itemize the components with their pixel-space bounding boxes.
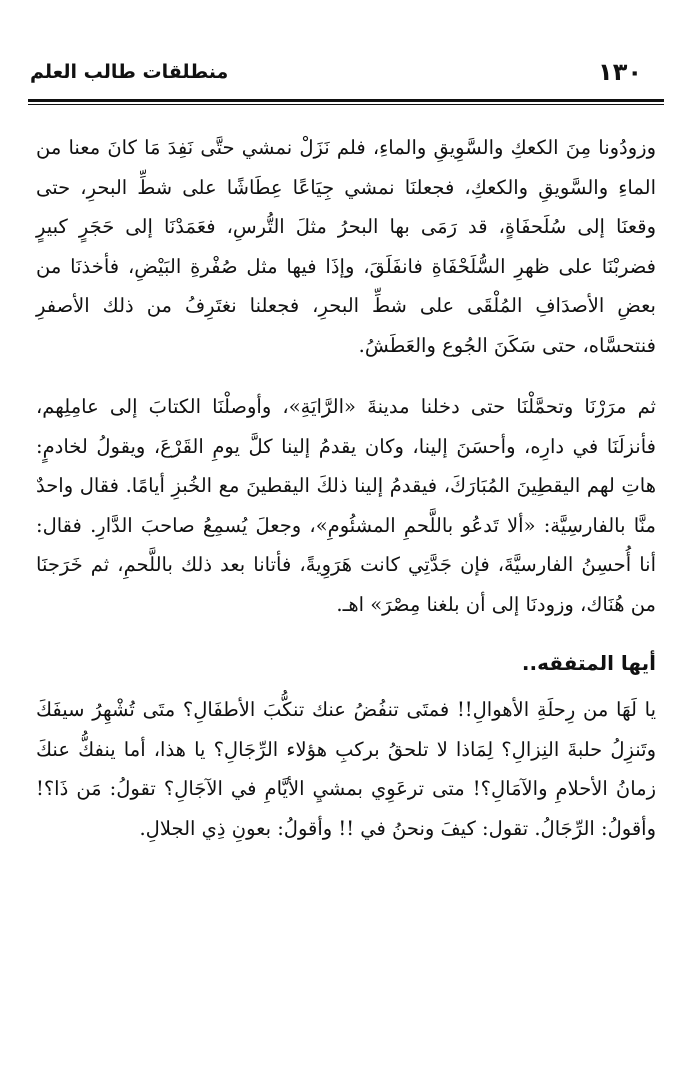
paragraph-city-arrival: ثم مرَرْنَا وتحمَّلْنَا حتى دخلنا مدينةَ «الرَّايَةِ»، وأوصلْنَا الكتابَ إلى عامِلِهم، فأنزلَنَا في دارِه، وأحسَنَ إلينا، وكان يقدمُ إلينا كلَّ يومِ القَرْعَ، ويقولُ لخادمٍ: هاتِ لهم اليقطِينَ المُبَارَكَ، فيقدمُ إلينا ذلكَ اليقطينَ مع الخُبزِ أيامًا. فقال واحدٌ منَّا بالفارسِيَّة: «ألا تَدعُو باللَّحمِ المشئُومِ»، وجعلَ يُسمِعُ صاحبَ الدَّارِ. فقال: أنا أُحسِنُ الفارسيَّةَ، فإن جَدَّتِي كانت هَرَوِيةً، فأتانا بعد ذلك باللَّحمِ، ثم خَرَجنَا من هُنَاك، وزودنَا إلى أن بلغنا مِصْرَ» اهـ. [36,395,656,616]
running-head [30,52,642,92]
section-heading: أيها المتفقه.. [521,651,656,675]
paragraph-journey-food: وزودُونا مِنَ الكعكِ والسَّوِيقِ والماءِ، فلم نَزَلْ نمشي حتَّى نَفِدَ مَا كانَ معنا من الماءِ والسَّويقِ والكعكِ، فجعلنَا نمشي جِيَاعًا عِطَاشًا على شطِّ البحرِ، حتى وقعنَا إلى سُلَحفَاةٍ، قد رَمَى بها البحرُ مثلَ التُّرسِ، فعَمَدْنَا إلى حَجَرٍ كبيرٍ فضربْنَا على ظهرِ السُّلَحْفَاةِ فانفَلَقَ، وإذَا فيها مثل صُفْرةِ البَيْضِ، فأخذنَا من بعضِ الأصدَافِ المُلْقَى على شطِّ البحرِ، فجعلنا نغتَرِفُ من ذلك الأصفرِ فنتحسَّاه، حتى سَكَنَ الجُوع والعَطَشُ. [36,136,656,357]
paragraph-exhortation: يا لَهَا من رِحلَةِ الأهوالِ!! فمتَى تنفُضُ عنك تنكُّبَ الأطفَالِ؟ متَى تُشْهِرُ سيفَكَ وتَنزِلُ حلبةَ النِزالِ؟ لِمَاذا لا تلحقُ بركبِ هؤلاء الرِّجَالِ؟ يا هذا، أما ينفكُّ عنكَ زمانُ الأحلامِ والآمَالِ؟! متى ترعَوِي بمشيِ الأيَّامِ في الآجَالِ؟ تقولُ: مَن ذَا؟! وأقولُ: الرِّجَالُ. تقول: كيفَ ونحنُ في !! وأقولُ: بعونِ ذِي الجلالِ. [36,698,656,840]
header-rule [28,99,664,102]
header-rule-thin [28,104,664,105]
running-title: منطلقات طالب العلم [30,61,229,83]
body-text [36,128,656,848]
page-number: ١٣٠ [598,58,642,86]
